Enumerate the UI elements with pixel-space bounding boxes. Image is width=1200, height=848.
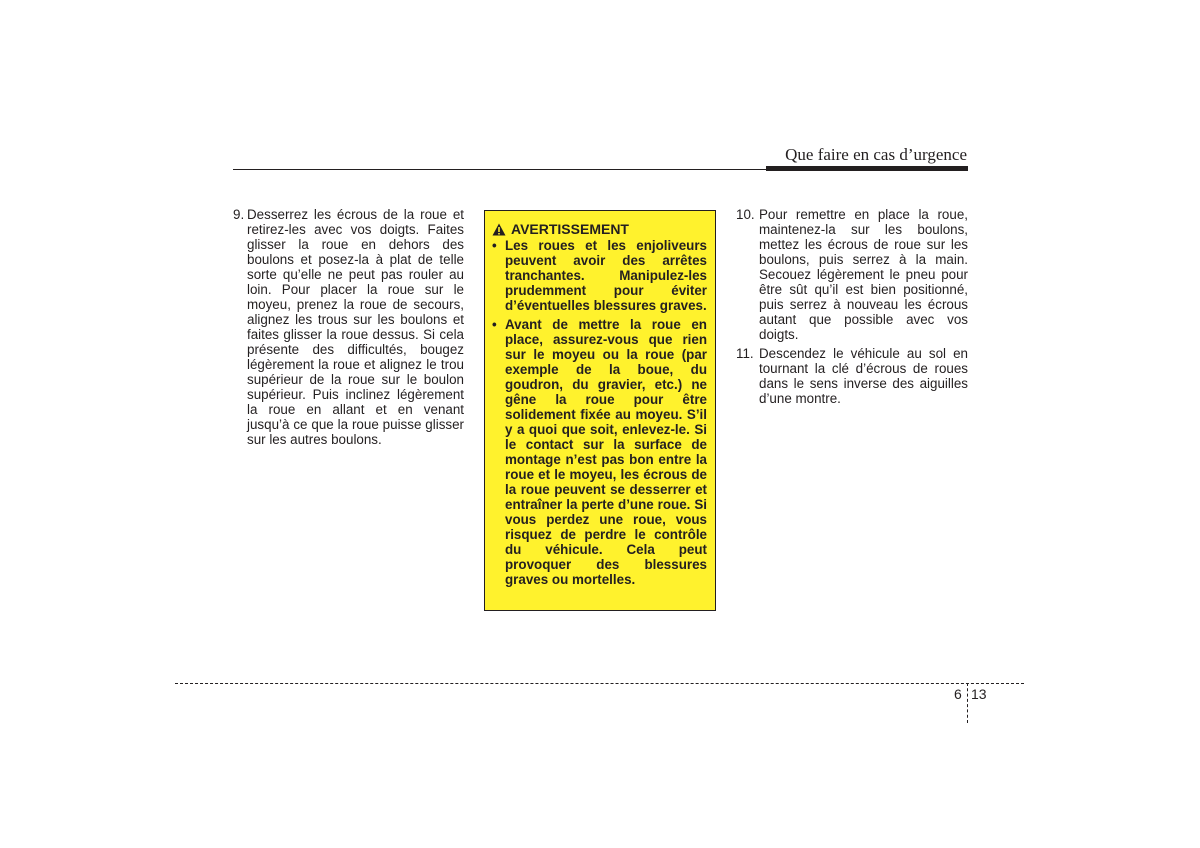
warning-item: [492, 317, 707, 587]
step-9: [233, 207, 464, 447]
warning-item: [492, 238, 707, 313]
step-text: Descendez le véhicule au sol en tournant la clé d’écrous de roues dans le sens inverse des aiguilles d’une montre.: [759, 346, 968, 406]
warning-box: [484, 210, 716, 611]
footer-rule: [175, 683, 1024, 684]
footer-divider: [967, 683, 968, 723]
warning-triangle-icon: [492, 223, 506, 236]
section-title: Que faire en cas d’urgence: [785, 145, 967, 164]
step-text: Pour remettre en place la roue, maintenez-la sur les boulons, mettez les écrous de roue sur les boulons, puis serrez à la main. Secouez légèrement le pneu pour être sût qu’il est bien positionné, puis serrez à nouveau les écrous autant que possible avec vos doigts.: [759, 207, 968, 342]
step-number: 11.: [736, 346, 754, 361]
warning-title: AVERTISSEMENT: [511, 221, 629, 237]
warning-header: [492, 221, 707, 237]
bullet: •: [492, 317, 497, 332]
step-text: Desserrez les écrous de la roue et retirez-les avec vos doigts. Faites glisser la roue en dehors des boulons et posez-la à plat de telle sorte qu’elle ne peut pas rouler au loin. Pour placer la roue sur le moyeu, prenez la roue de secours, alignez les trous sur les boulons et faites glisser la roue dessus. Si cela présente des difficultés, bougez légèrement la roue et alignez le trou supérieur de la roue sur le boulon supérieur. Puis inclinez légèrement la roue en allant et en venant jusqu’à ce que la roue puisse glisser sur les autres boulons.: [247, 207, 464, 447]
warning-item-text: Les roues et les enjoliveurs peuvent avoir des arrêtes tranchantes. Manipulez-les prudemment pour éviter d’éventuelles blessures graves.: [505, 238, 707, 313]
header-rule-accent: [766, 166, 968, 171]
step-11: [736, 346, 968, 406]
bullet: •: [492, 238, 497, 253]
warning-item-text: Avant de mettre la roue en place, assurez-vous que rien sur le moyeu ou la roue (par exemple de la boue, du goudron, du gravier, etc.) ne gêne la roue pour être solidement fixée au moyeu. S’il y a quoi que soit, enlevez-le. Si le contact sur la surface de montage n’est pas bon entre la roue et le moyeu, les écrous de la roue peuvent se desserrer et entraîner la perte d’une roue. Si vous perdez une roue, vous risquez de perdre le contrôle du véhicule. Cela peut provoquer des blessures graves ou mortelles.: [505, 317, 707, 587]
step-10: [736, 207, 968, 342]
step-number: 9.: [233, 207, 245, 222]
step-number: 10.: [736, 207, 755, 222]
page-number: 13: [971, 686, 987, 702]
chapter-number: 6: [954, 686, 962, 702]
